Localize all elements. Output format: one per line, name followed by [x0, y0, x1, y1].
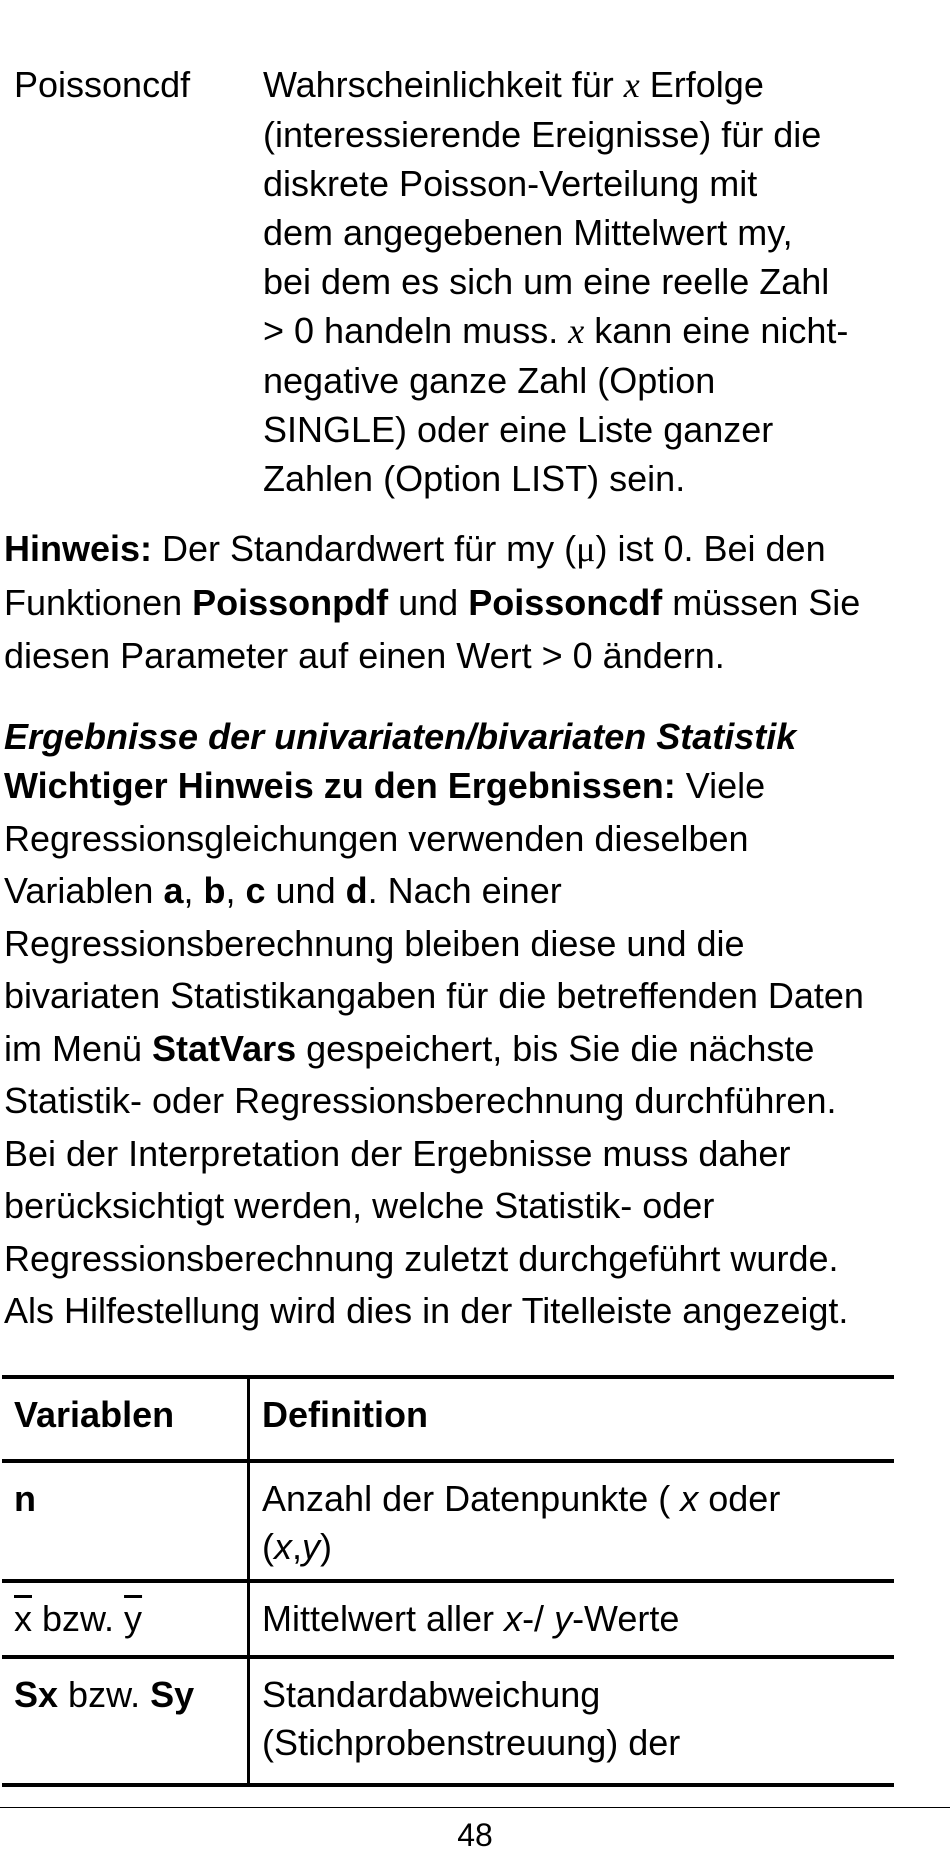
definition-line: [263, 60, 923, 110]
text: und: [388, 582, 469, 623]
variable-name: Sy: [150, 1674, 195, 1715]
paragraph-line: Regressionsberechnung bleiben diese und die: [4, 922, 745, 964]
paragraph-line: [4, 865, 944, 918]
text: -/: [522, 1598, 555, 1639]
text: und: [265, 870, 346, 911]
paragraph-line: bivariaten Statistikangaben für die betreffenden Daten: [4, 975, 864, 1016]
note-label: Hinweis:: [4, 528, 153, 569]
text: gespeichert, bis Sie die nächste: [296, 1027, 815, 1069]
note-line: [4, 576, 944, 629]
table-row: [2, 1657, 894, 1785]
text: müssen Sie: [662, 582, 861, 623]
text: oder: [698, 1478, 781, 1519]
variable-cell: [2, 1657, 249, 1785]
definition-line: bei dem es sich um eine reelle Zahl: [263, 261, 830, 302]
text: Mittelwert aller: [262, 1598, 505, 1639]
variable-y: y: [554, 1598, 573, 1639]
text: Anzahl der Datenpunkte (: [262, 1478, 681, 1519]
y-bar: $\overline{y}$: [124, 1598, 143, 1639]
definition-line: SINGLE) oder eine Liste ganzer: [263, 409, 774, 450]
footer-divider: [0, 1807, 950, 1808]
text: . Nach einer: [367, 870, 562, 911]
page-number: 48: [457, 1817, 493, 1853]
text: > 0 handeln muss.: [263, 310, 569, 351]
variable-name: n: [14, 1478, 36, 1519]
variable-b: b: [203, 870, 226, 911]
variable-x: x: [623, 65, 640, 105]
variable-y: y: [302, 1526, 321, 1567]
paragraph-line: berücksichtigt werden, welche Statistik- oder: [4, 1185, 715, 1226]
text: ): [320, 1526, 333, 1567]
text: Viele: [675, 765, 766, 806]
paragraph-line: Als Hilfestellung wird dies in der Titelleiste angezeigt.: [4, 1290, 849, 1331]
important-label: Wichtiger Hinweis zu den Ergebnissen:: [4, 765, 676, 806]
table-header-row: [2, 1377, 894, 1461]
header-variables: Variablen: [2, 1377, 249, 1461]
variable-x: x: [568, 311, 585, 351]
note-paragraph: [4, 522, 944, 682]
text: ) ist 0. Bei den: [595, 528, 826, 569]
paragraph-line: Regressionsgleichungen verwenden dieselben: [4, 817, 749, 859]
variable-name: Sx: [14, 1674, 59, 1715]
text: (: [262, 1526, 274, 1567]
text: Erfolge: [639, 64, 764, 105]
definition-line: (interessierende Ereignisse) für die: [263, 114, 822, 155]
definition-line: negative ganze Zahl (Option: [263, 360, 716, 401]
definition-term: Poissoncdf: [14, 64, 191, 105]
text: Standardabweichung: [262, 1674, 601, 1715]
paragraph-line: Regressionsberechnung zuletzt durchgeführt wurde.: [4, 1237, 839, 1279]
table-row: [2, 1461, 894, 1581]
text: kann eine nicht-: [584, 310, 849, 351]
note-line: [4, 522, 944, 576]
text: Der Standardwert für my (: [152, 528, 577, 569]
variable-cell: [2, 1461, 249, 1581]
paragraph-line: Statistik- oder Regressionsberechnung durchführen.: [4, 1080, 837, 1121]
definition-cell: [249, 1657, 895, 1785]
text: ,: [292, 1526, 303, 1567]
function-name: Poissonpdf: [192, 582, 389, 623]
table-row: [2, 1581, 894, 1657]
variable-cell: [2, 1581, 249, 1657]
definition-body: [263, 60, 923, 503]
mu-symbol: μ: [576, 529, 596, 569]
text: (Stichprobenstreuung) der: [262, 1722, 681, 1763]
definition-line: dem angegebenen Mittelwert my,: [263, 212, 793, 253]
variable-x: x: [680, 1478, 699, 1519]
definition-line: Zahlen (Option LIST) sein.: [263, 458, 686, 499]
variables-table: [2, 1375, 894, 1787]
text: bzw.: [32, 1598, 125, 1639]
text: ,: [225, 870, 246, 911]
definition-line: diskrete Poisson-Verteilung mit: [263, 163, 758, 204]
x-bar: $\overline{x}$: [14, 1598, 32, 1639]
text: Variablen: [4, 870, 164, 911]
paragraph-line: Bei der Interpretation der Ergebnisse muss daher: [4, 1132, 791, 1174]
function-name: Poissoncdf: [468, 582, 663, 623]
definition-cell: [249, 1581, 895, 1657]
header-definition: Definition: [262, 1394, 428, 1435]
section-title: Ergebnisse der univariaten/bivariaten Statistik: [4, 716, 797, 757]
paragraph-line: [4, 760, 944, 813]
text: Wahrscheinlichkeit für: [263, 64, 624, 105]
definition-cell: [249, 1461, 895, 1581]
definition-line: [263, 306, 923, 356]
text: Funktionen: [4, 582, 193, 623]
variable-x: x: [274, 1526, 292, 1567]
text: ,: [183, 870, 204, 911]
text: -Werte: [572, 1598, 680, 1639]
text: bzw.: [58, 1674, 151, 1715]
variable-c: c: [245, 870, 266, 911]
variable-x: x: [504, 1598, 523, 1639]
menu-name: StatVars: [152, 1027, 297, 1069]
paragraph-line: [4, 1023, 944, 1076]
variable-a: a: [163, 870, 184, 911]
important-paragraph: [4, 760, 944, 1338]
variable-d: d: [345, 870, 368, 911]
note-line: diesen Parameter auf einen Wert > 0 ändern.: [4, 635, 725, 676]
text: im Menü: [4, 1027, 153, 1069]
